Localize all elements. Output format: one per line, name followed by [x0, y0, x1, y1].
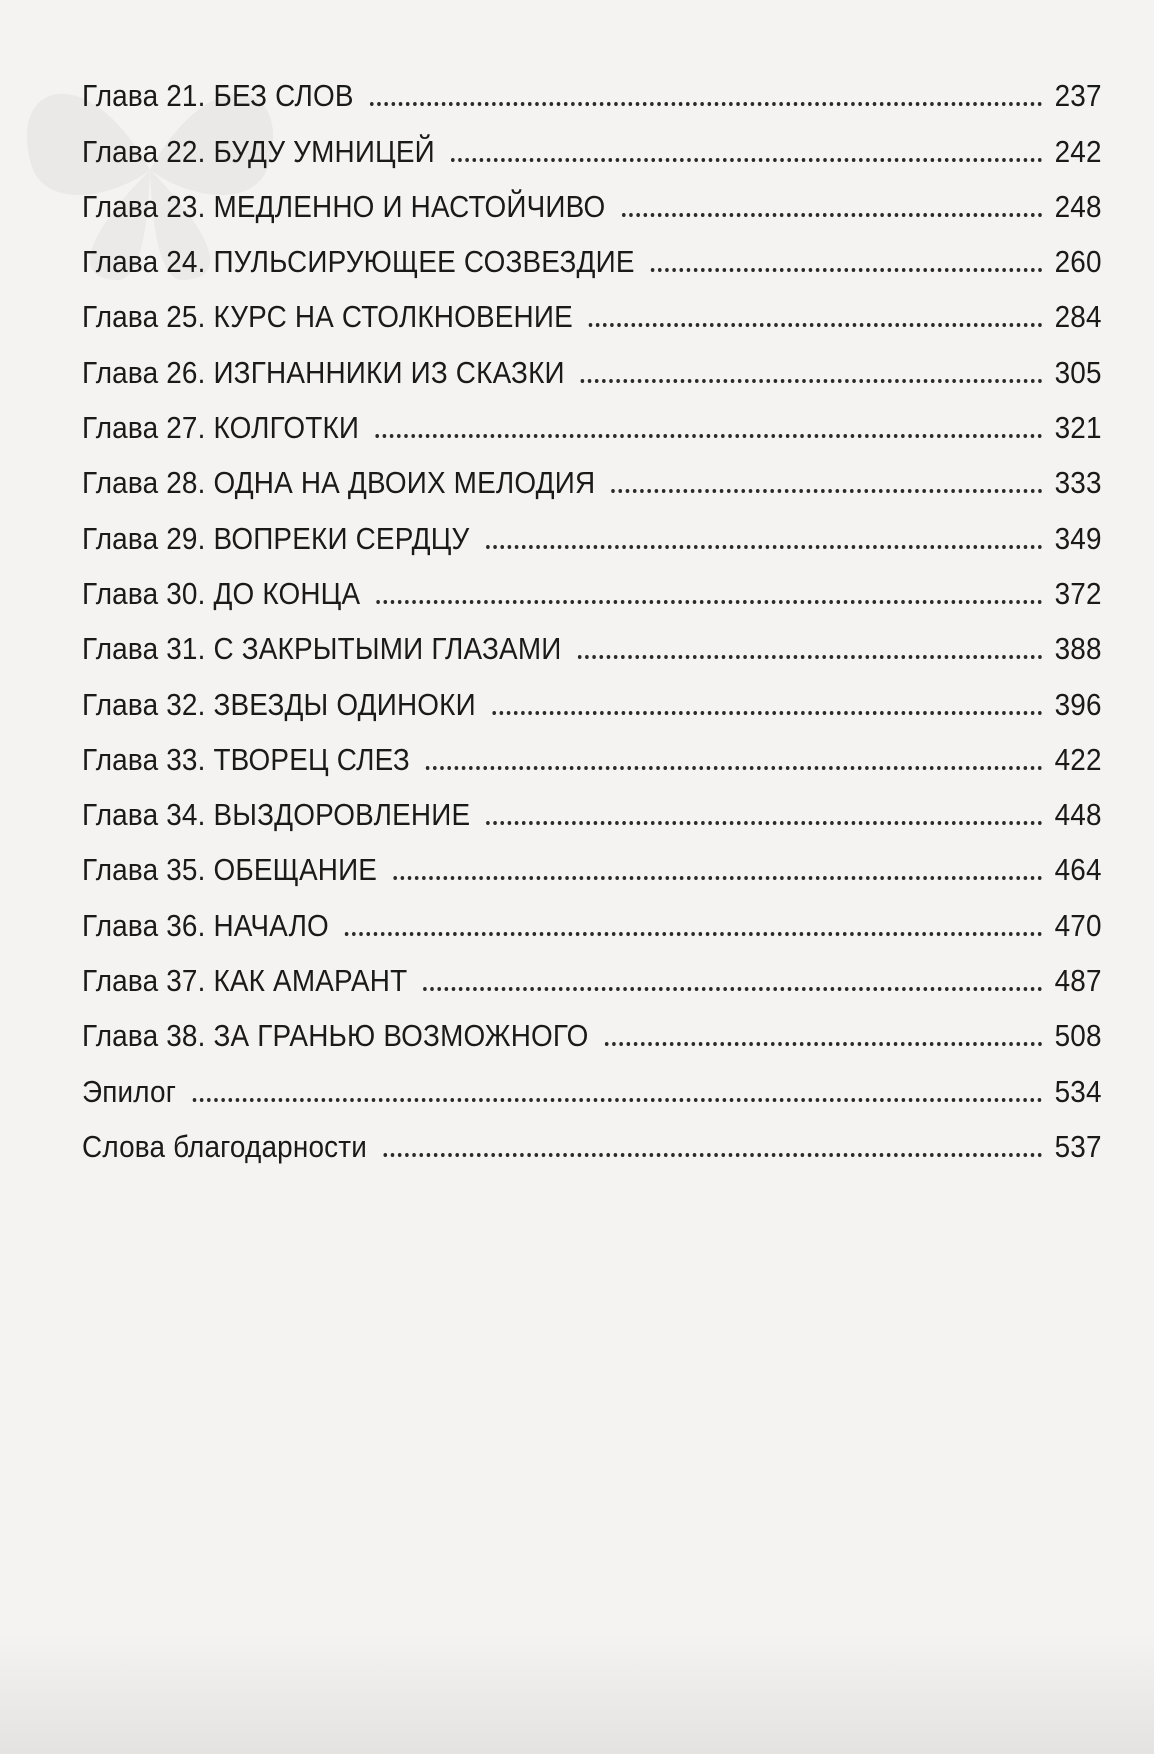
- toc-entry: [82, 781, 1102, 836]
- toc-entry-title: Глава 35. ОБЕЩАНИЕ: [82, 852, 378, 888]
- dot-leader: [589, 323, 1042, 327]
- toc-entry: [82, 560, 1102, 615]
- toc-entry-title: Глава 22. БУДУ УМНИЦЕЙ: [82, 133, 435, 169]
- toc-entry-page: 305: [1054, 354, 1102, 390]
- toc-entry-page: 372: [1054, 575, 1102, 611]
- toc-entry-title: Глава 27. КОЛГОТКИ: [82, 410, 360, 446]
- toc-entry-page: 388: [1054, 631, 1102, 667]
- dot-leader: [192, 1098, 1042, 1102]
- toc-entry: [82, 891, 1102, 946]
- dot-leader: [376, 600, 1042, 604]
- toc-entry: [82, 338, 1102, 393]
- dot-leader: [426, 766, 1042, 770]
- toc-entry-title: Глава 24. ПУЛЬСИРУЮЩЕЕ СОЗВЕЗДИЕ: [82, 244, 635, 280]
- toc-entry-title: Глава 33. ТВОРЕЦ СЛЕЗ: [82, 741, 410, 777]
- toc-entry-page: 422: [1054, 741, 1102, 777]
- toc-entry-title: Глава 38. ЗА ГРАНЬЮ ВОЗМОЖНОГО: [82, 1018, 589, 1054]
- toc-entry-title: Глава 25. КУРС НА СТОЛКНОВЕНИЕ: [82, 299, 573, 335]
- page-shadow: [0, 1634, 1154, 1754]
- toc-entry: [82, 228, 1102, 283]
- dot-leader: [370, 102, 1042, 106]
- toc-entry: [82, 117, 1102, 172]
- dot-leader: [492, 711, 1042, 715]
- toc-entry-page: 237: [1054, 78, 1102, 114]
- toc-entry-title: Глава 34. ВЫЗДОРОВЛЕНИЕ: [82, 797, 471, 833]
- toc-entry-title: Глава 28. ОДНА НА ДВОИХ МЕЛОДИЯ: [82, 465, 596, 501]
- dot-leader: [581, 379, 1042, 383]
- toc-entry-title: Глава 32. ЗВЕЗДЫ ОДИНОКИ: [82, 686, 476, 722]
- dot-leader: [651, 268, 1042, 272]
- toc-entry-title: Глава 30. ДО КОНЦА: [82, 575, 361, 611]
- toc-entry-page: 508: [1054, 1018, 1102, 1054]
- toc-entry-title: Слова благодарности: [82, 1128, 368, 1164]
- toc-entry: [82, 1002, 1102, 1057]
- toc-entry-page: 448: [1054, 797, 1102, 833]
- dot-leader: [622, 213, 1042, 217]
- toc-entry-page: 464: [1054, 852, 1102, 888]
- dot-leader: [345, 932, 1042, 936]
- dot-leader: [393, 876, 1042, 880]
- dot-leader: [605, 1042, 1042, 1046]
- toc-entry: [82, 615, 1102, 670]
- toc-entry-page: 349: [1054, 520, 1102, 556]
- toc-entry-page: 248: [1054, 188, 1102, 224]
- toc-entry-title: Глава 21. БЕЗ СЛОВ: [82, 78, 354, 114]
- dot-leader: [375, 434, 1042, 438]
- toc-entry-title: Глава 36. НАЧАЛО: [82, 907, 329, 943]
- dot-leader: [486, 545, 1042, 549]
- dot-leader: [486, 821, 1042, 825]
- toc-entry: [82, 670, 1102, 725]
- toc-entry-page: 537: [1054, 1128, 1102, 1164]
- toc-entry: [82, 283, 1102, 338]
- toc-entry: [82, 504, 1102, 559]
- toc-entry-title: Глава 26. ИЗГНАННИКИ ИЗ СКАЗКИ: [82, 354, 565, 390]
- toc-entry-page: 396: [1054, 686, 1102, 722]
- dot-leader: [578, 655, 1042, 659]
- toc-entry-title: Глава 29. ВОПРЕКИ СЕРДЦУ: [82, 520, 470, 556]
- toc-entry-page: 284: [1054, 299, 1102, 335]
- toc-entry: [82, 726, 1102, 781]
- dot-leader: [611, 489, 1042, 493]
- table-of-contents: [82, 62, 1102, 1168]
- toc-entry: [82, 62, 1102, 117]
- toc-entry-page: 487: [1054, 963, 1102, 999]
- toc-entry: [82, 394, 1102, 449]
- dot-leader: [383, 1153, 1042, 1157]
- toc-entry: [82, 1113, 1102, 1168]
- toc-entry-title: Глава 31. С ЗАКРЫТЫМИ ГЛАЗАМИ: [82, 631, 562, 667]
- toc-entry: [82, 449, 1102, 504]
- toc-entry-page: 242: [1054, 133, 1102, 169]
- toc-entry-title: Глава 37. КАК АМАРАНТ: [82, 963, 408, 999]
- toc-entry: [82, 1057, 1102, 1112]
- toc-entry-title: Эпилог: [82, 1073, 177, 1109]
- dot-leader: [424, 987, 1042, 991]
- toc-entry-page: 321: [1054, 410, 1102, 446]
- toc-entry-page: 260: [1054, 244, 1102, 280]
- toc-entry: [82, 836, 1102, 891]
- toc-entry: [82, 173, 1102, 228]
- toc-entry-title: Глава 23. МЕДЛЕННО И НАСТОЙЧИВО: [82, 188, 606, 224]
- toc-entry-page: 470: [1054, 907, 1102, 943]
- dot-leader: [451, 158, 1042, 162]
- toc-entry-page: 333: [1054, 465, 1102, 501]
- toc-entry: [82, 947, 1102, 1002]
- toc-entry-page: 534: [1054, 1073, 1102, 1109]
